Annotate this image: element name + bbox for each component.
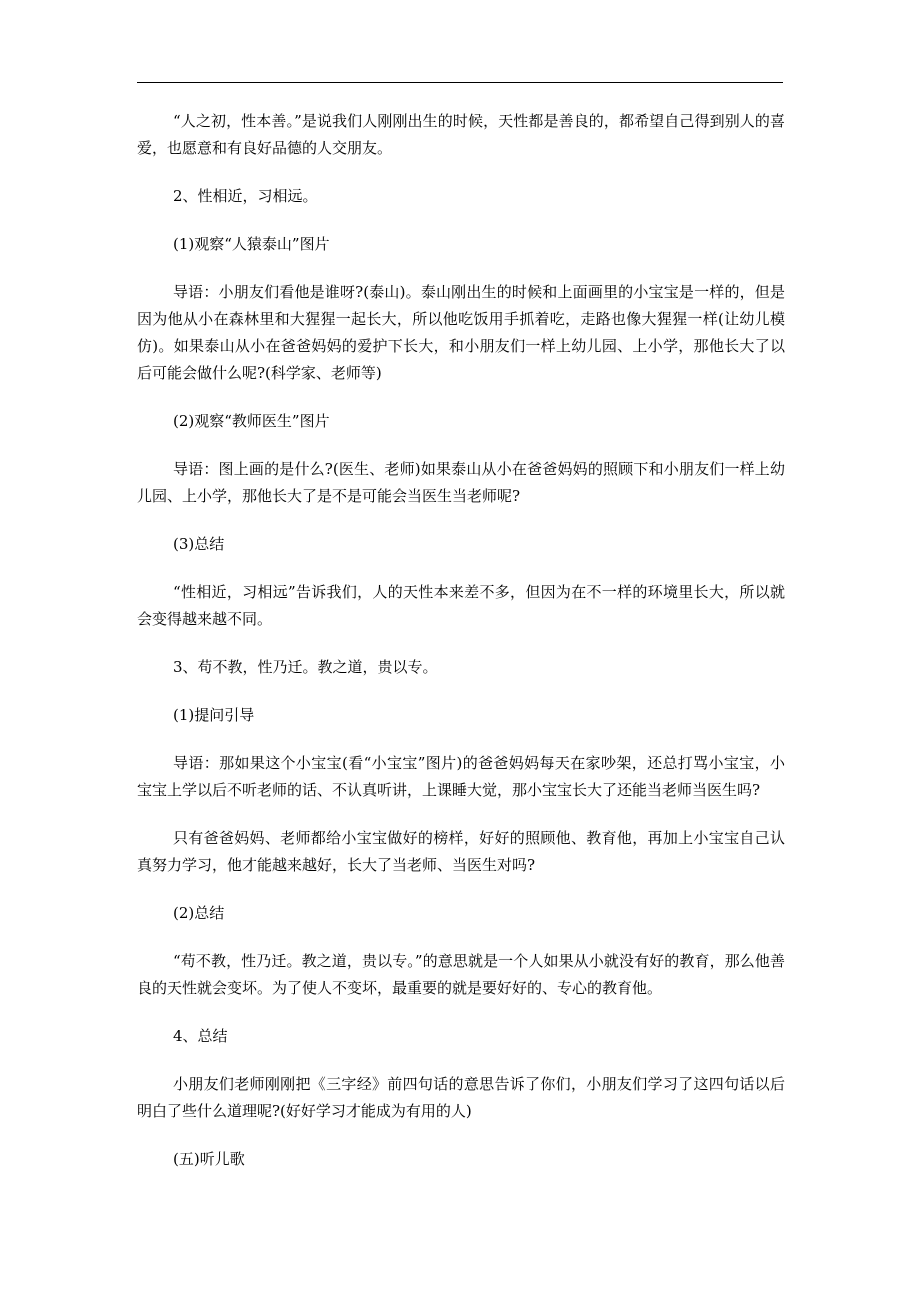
paragraph-conclusion: 小朋友们老师刚刚把《三字经》前四句话的意思告诉了你们，小朋友们学习了这四句话以后明白了些什么道理呢?(好好学习才能成为有用的人) <box>137 1075 785 1120</box>
paragraph-guide-tarzan: 导语：小朋友们看他是谁呀?(泰山)。泰山刚出生的时候和上面画里的小宝宝是一样的，但是因为他从小在森林里和大猩猩一起长大，所以他吃饭用手抓着吃，走路也像大猩猩一样(让幼儿模仿)。如果泰山从小在爸爸妈妈的爱护下长大，和小朋友们一样上幼儿园、上小学，那他长大了以后可能会做什么呢?(科学家、老师等) <box>137 283 785 382</box>
section-heading-2: 2、性相近，习相远。 <box>173 187 318 205</box>
paragraph-guide-baby: 导语：那如果这个小宝宝(看“小宝宝”图片)的爸爸妈妈每天在家吵架，还总打骂小宝宝，小宝宝上学以后不听老师的话、不认真听讲，上课睡大觉，那小宝宝长大了还能当老师当医生吗? <box>137 754 785 799</box>
paragraph-intro: “人之初，性本善。”是说我们人刚刚出生的时候，天性都是善良的，都希望自己得到别人的喜爱，也愿意和有良好品德的人交朋友。 <box>137 112 785 157</box>
subheading-question-guide: (1)提问引导 <box>173 706 255 724</box>
section-heading-4: 4、总结 <box>173 1027 228 1045</box>
header-rule <box>137 82 783 83</box>
subheading-observe-tarzan: (1)观察“人猿泰山”图片 <box>173 235 330 253</box>
paragraph-guide-teacher-doctor: 导语：图上画的是什么?(医生、老师)如果泰山从小在爸爸妈妈的照顾下和小朋友们一样上幼儿园、上小学，那他长大了是不是可能会当医生当老师呢? <box>137 460 785 505</box>
subheading-observe-teacher-doctor: (2)观察“教师医生”图片 <box>173 412 330 430</box>
paragraph-summary-1: “性相近，习相远”告诉我们，人的天性本来差不多，但因为在不一样的环境里长大，所以就会变得越来越不同。 <box>137 583 785 628</box>
section-heading-5: (五)听儿歌 <box>173 1150 245 1168</box>
subheading-summary-1: (3)总结 <box>173 535 225 553</box>
paragraph-summary-2: “苟不教，性乃迁。教之道，贵以专。”的意思就是一个人如果从小就没有好的教育，那么他善良的天性就会变坏。为了使人不变坏，最重要的就是要好好的、专心的教育他。 <box>137 952 785 997</box>
paragraph-role-models: 只有爸爸妈妈、老师都给小宝宝做好的榜样，好好的照顾他、教育他，再加上小宝宝自己认真努力学习，他才能越来越好，长大了当老师、当医生对吗? <box>137 829 785 874</box>
section-heading-3: 3、苟不教，性乃迁。教之道，贵以专。 <box>173 658 438 676</box>
subheading-summary-2: (2)总结 <box>173 904 225 922</box>
document-body <box>137 108 785 1194</box>
